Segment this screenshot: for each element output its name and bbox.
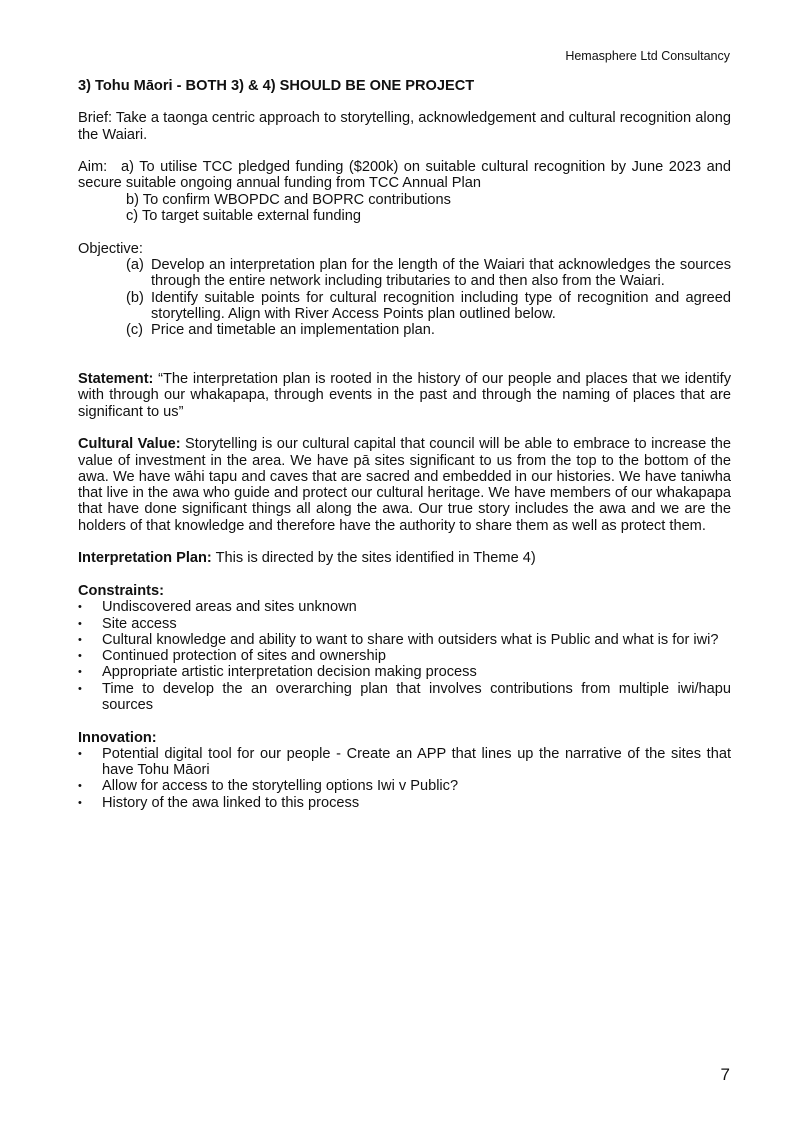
list-item-text: Appropriate artistic interpretation decision making process bbox=[102, 664, 477, 681]
innovation-heading: Innovation: bbox=[78, 729, 157, 746]
list-item-text: Continued protection of sites and ownership bbox=[102, 648, 386, 665]
list-item-text: History of the awa linked to this process bbox=[102, 794, 360, 811]
bullet-icon: • bbox=[78, 601, 82, 614]
constraints-heading: Constraints: bbox=[78, 582, 164, 599]
list-item bbox=[78, 599, 731, 615]
brief-paragraph: Brief: Take a taonga centric approach to storytelling, acknowledgement and cultural recognition along the Waiari. bbox=[78, 110, 731, 143]
running-header: Hemasphere Ltd Consultancy bbox=[565, 49, 730, 63]
interpretation-plan-text: This is directed by the sites identified in Theme 4) bbox=[211, 550, 536, 567]
list-item bbox=[78, 681, 731, 714]
constraints-block bbox=[78, 583, 731, 713]
page-number: 7 bbox=[720, 1065, 730, 1084]
constraints-list bbox=[78, 599, 731, 713]
objective-text: Identify suitable points for cultural recognition including type of recognition and agreed storytelling. Align with River Access Points plan outlined below. bbox=[151, 289, 731, 322]
objective-item bbox=[126, 257, 731, 290]
list-item bbox=[78, 778, 731, 794]
aim-item-a: a) To utilise TCC pledged funding ($200k) on suitable cultural recognition by June 2023 and secure suitable ongoing annual funding from TCC Annual Plan bbox=[78, 159, 731, 192]
aim-block bbox=[78, 159, 731, 224]
bullet-icon: • bbox=[78, 780, 82, 793]
statement-paragraph bbox=[78, 371, 731, 420]
objective-label: Objective: bbox=[78, 240, 143, 257]
objective-marker: (c) bbox=[126, 322, 144, 339]
objective-list bbox=[78, 257, 731, 338]
list-item bbox=[78, 746, 731, 779]
objective-item bbox=[126, 322, 731, 338]
objective-text: Develop an interpretation plan for the length of the Waiari that acknowledges the sources through the entire network including tributaries to and then also from the Waiari. bbox=[151, 256, 731, 290]
bullet-icon: • bbox=[78, 617, 82, 630]
bullet-icon: • bbox=[78, 747, 82, 760]
section-title: 3) Tohu Māori - BOTH 3) & 4) SHOULD BE ONE PROJECT bbox=[78, 78, 475, 94]
innovation-list bbox=[78, 746, 731, 811]
list-item-text: Potential digital tool for our people - Create an APP that lines up the narrative of the sites that have Tohu Māori bbox=[102, 745, 731, 779]
list-item bbox=[78, 664, 731, 680]
list-item bbox=[78, 648, 731, 664]
list-item-text: Allow for access to the storytelling options Iwi v Public? bbox=[102, 778, 459, 795]
objective-marker: (b) bbox=[126, 289, 144, 306]
objective-block bbox=[78, 241, 731, 339]
list-item bbox=[78, 795, 731, 811]
bullet-icon: • bbox=[78, 796, 82, 809]
aim-item-c: c) To target suitable external funding bbox=[126, 208, 361, 225]
interpretation-plan-label: Interpretation Plan: bbox=[78, 550, 212, 567]
interpretation-plan-paragraph bbox=[78, 550, 731, 566]
cultural-value-paragraph bbox=[78, 436, 731, 534]
list-item bbox=[78, 632, 731, 648]
aim-label: Aim: bbox=[78, 159, 108, 176]
list-item-text: Site access bbox=[102, 615, 177, 632]
aim-first-line bbox=[78, 159, 731, 192]
cultural-value-text: Storytelling is our cultural capital that council will be able to embrace to increase the value of investment in the area. We have pā sites significant to us from the top to the bottom of the awa. We have wāhi tapu and caves that are sacred and embedded in our histories. We have taniwha that live in the awa who guide and protect our cultural heritage. We have members of our whakapapa that have done significant things all along the awa. Our true story includes the awa and we are the holders of that knowledge and therefore have the authority to share them as well as protect them. bbox=[78, 436, 731, 534]
aim-item-b: b) To confirm WBOPDC and BOPRC contributions bbox=[126, 191, 451, 208]
list-item bbox=[78, 616, 731, 632]
cultural-value-label: Cultural Value: bbox=[78, 436, 181, 453]
objective-item bbox=[126, 290, 731, 323]
statement-text: “The interpretation plan is rooted in the history of our people and places that we identify with through our whakapapa, through events in the past and through the naming of places that are significant to us” bbox=[78, 371, 731, 420]
objective-marker: (a) bbox=[126, 256, 144, 273]
statement-label: Statement: bbox=[78, 371, 154, 388]
objective-text: Price and timetable an implementation plan. bbox=[151, 322, 435, 339]
bullet-icon: • bbox=[78, 633, 82, 646]
list-item-text: Cultural knowledge and ability to want to share with outsiders what is Public and what is for iwi? bbox=[102, 631, 719, 648]
list-item-text: Time to develop the an overarching plan that involves contributions from multiple iwi/hapu sources bbox=[102, 680, 731, 713]
innovation-block bbox=[78, 730, 731, 811]
bullet-icon: • bbox=[78, 650, 82, 663]
bullet-icon: • bbox=[78, 666, 82, 679]
bullet-icon: • bbox=[78, 682, 82, 695]
list-item-text: Undiscovered areas and sites unknown bbox=[102, 599, 357, 616]
page-content bbox=[78, 78, 731, 811]
